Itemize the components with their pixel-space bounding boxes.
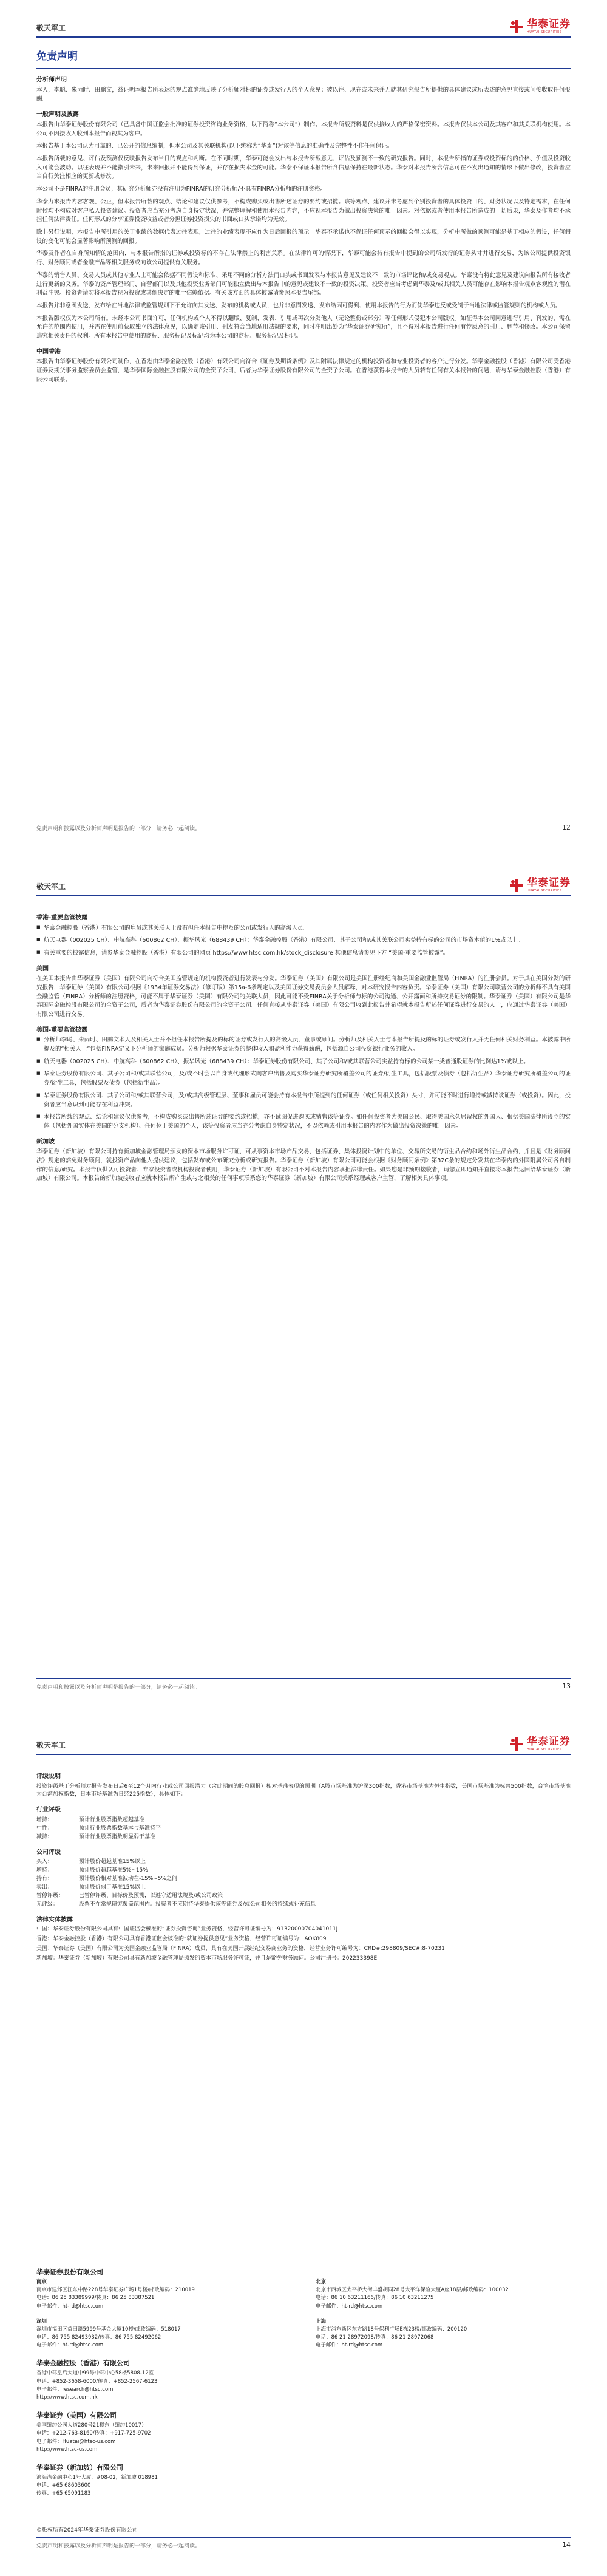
page-number: 13	[562, 1682, 571, 1690]
paragraph: 本报告基于本公司认为可靠的、已公开的信息编制，但本公司及其关联机构(以下统称为“华泰”)对该等信息的准确性及完整性不作任何保证。	[36, 143, 393, 150]
industry-rating-row: 增持： 预计行业股票指数超越基准	[36, 1816, 145, 1823]
office-directory	[36, 2267, 571, 2498]
paragraph: 本报告由华泰证券股份有限公司（已具备中国证监会批准的证券投资咨询业务资格，以下简称“本公司”）制作。本报告所载资料是仅供接收人的严格保密资料。本报告仅供本公司及其客户和其关联机构使用。本公司不因接收人收到本报告而视其为客户。	[36, 121, 571, 137]
page-13	[0, 859, 607, 1717]
analyst-statement: 本人，李聪、朱雨时、田鹏文，兹证明本报告所表达的观点准确地反映了分析师对标的证券或发行人的个人意见；彼以往、现在或未来并无就其研究报告所提供的具体建议或所表述的意见直接或间接收取任何报酬。	[36, 86, 571, 103]
page-number: 12	[562, 823, 571, 831]
list-item: ■ 华泰金融控股（香港）有限公司的雇员或其关联人士没有担任本报告中提及的公司或发行人的高级人员。	[36, 924, 571, 933]
company-name: 华泰证券股份有限公司	[36, 2268, 103, 2276]
paragraph: 本公司不是FINRA的注册会员，其研究分析师亦没有注册为FINRA的研究分析师/不具有FINRA分析师的注册资格。	[36, 186, 326, 193]
company-rating-row: 增持： 预计股价超越基准5%~15%	[36, 1867, 148, 1874]
page-header	[36, 872, 571, 896]
header-section-label: 敬天军工	[36, 1741, 66, 1750]
office-nanjing: 南京 南京市建邺区江东中路228号华泰证券广场1号楼/邮政编码：210019 电话：86 25 83389999/传真：86 25 83387521 电子邮件：ht-rd@htsc.com	[36, 2279, 195, 2309]
copyright: ©版权所有2024年华泰证券股份有限公司	[36, 2527, 138, 2533]
hk-paragraph: 本报告由华泰证券股份有限公司制作，在香港由华泰金融控股（香港）有限公司向符合《证券及期货条例》及其附属法律规定的机构投资者和专业投资者的客户进行分发。华泰金融控股（香港）有限公司受香港证券及期货事务监察委员会监管，是华泰国际金融控股有限公司的全资子公司，后者为华泰证券股份有限公司的全资子公司。在香港获得本报告的人员若有任何有关本报告的问题，请与华泰金融控股（香港）有限公司联系。	[36, 358, 571, 383]
rating-heading: 评级说明	[36, 1773, 61, 1780]
page-footer	[36, 1678, 571, 1691]
huatai-logo	[510, 1737, 571, 1751]
logo-en-text: HUATAI SECURITIES	[527, 889, 562, 893]
logo-en-text: HUATAI SECURITIES	[527, 1748, 562, 1751]
page-footer	[36, 2537, 571, 2549]
list-item: ■ 华泰证券股份有限公司、其子公司和/或其联营公司，及/或不时会以自身或代理形式向客户出售及购买华泰证券研究所覆盖公司的证券/衍生工具，包括股票及债券（包括衍生品）华泰证券研究所覆盖公司的证券/衍生工具，包括股票及债券（包括衍生品）。	[36, 1070, 571, 1088]
footer-disclaimer: 免责声明和披露以及分析师声明是报告的一部分，请务必一起阅读。	[36, 2543, 201, 2549]
sg-paragraph: 华泰证券（新加坡）有限公司持有新加坡金融管理局颁发的资本市场服务许可证，可从事资本市场产品交易，包括证券、集体投资计划中的单位、交易所交易的衍生品合约和场外衍生品合约，并且是《财务顾问法》规定的豁免财务顾问，就投资产品向他人提供建议，包括发布或公布研究分析或研究报告。华泰证券（新加坡）有限公司可能会根据《财务顾问条例》第32C条的规定分发其在华泰内的外国附属公司各自制作的信息/研究。本报告仅供认可投资者、专家投资者或机构投资者使用，华泰证券（新加坡）有限公司不对本报告内容承担法律责任。如果您是非预期接收者，请您立即通知并直接将本报告返回给华泰证券（新加坡）有限公司。本报告的新加坡接收者应就本报告所产生或与之相关的任何事项联系您的华泰证券（新加坡）有限公司关系经理或客户主管，了解相关具体事项。	[36, 1148, 571, 1182]
license-line: 中国：华泰证券股份有限公司具有中国证监会核准的“证券投资咨询”业务资格，经营许可证编号为：91320000704041011J	[36, 1926, 338, 1933]
list-item: ■ 分析师李聪、朱雨时、田鹏文本人及相关人士并不担任本报告所提及的标的证券或发行人的高级人员、董事或顾问。分析师及相关人士与本报告所提及的标的证券或发行人并无任何相关财务利益。本披露中所提及的“相关人士”包括FINRA定义下分析师的家庭成员。分析师根据华泰证券的整体收入和盈利能力获得薪酬，包括源自公司投资银行业务的收入。	[36, 1036, 571, 1054]
industry-rating-row: 减持： 预计行业股票指数明显弱于基准	[36, 1833, 156, 1840]
paragraph: 本报告版权仅为本公司所有。未经本公司书面许可，任何机构或个人不得以翻版、复制、发表、引用或再次分发他人（无论整份或部分）等任何形式侵犯本公司版权。如征得本公司同意进行引用、刊发的，需在允许的范围内使用，并需在使用前获取独立的法律意见，以确定该引用、刊发符合当地适用法规的要求，同时注明出处为“华泰证券研究所”，且不得对本报告进行任何有悖原意的引用、删节和修改。本公司保留追究相关责任的权利。所有本报告中使用的商标、服务标记及标记均为本公司的商标、服务标记及标记。	[36, 315, 571, 340]
list-item: ■ 本报告所载的观点、结论和建议仅供参考，不构成购买或出售所述证券的要约或招揽，亦不试图促进购买或销售该等证券。如任何投资者为美国公民、取得美国永久居留权的外国人、根据美国法律所设立的实体（包括外国实体在美国的分支机构）、任何位于美国的个人，该等投资者应当充分考虑自身特定状况，不以依赖或引用本报告的内容作为做出投资决策的唯一因素。	[36, 1113, 571, 1131]
sg-heading: 新加坡	[36, 1138, 55, 1145]
page-content	[36, 1766, 571, 1964]
office-shenzhen: 深圳 深圳市福田区益田路5999号基金大厦10楼/邮政编码：518017 电话：86 755 82493932/传真：86 755 82492062 电子邮件：ht-rd@htsc.com	[36, 2318, 181, 2349]
footer-disclaimer: 免责声明和披露以及分析师声明是报告的一部分，请务必一起阅读。	[36, 1685, 201, 1691]
us-heading: 美国	[36, 965, 49, 972]
paragraph: 本报告并非意图发送、发布给在当地法律或监管规则下不允许向其发送、发布的机构或人员，也并非意图发送、发布给因可得到、使用本报告的行为而使华泰违反或受制于当地法律或监管规则的机构或人员。	[36, 302, 561, 309]
list-item: ■ 航天电器（002025 CH）、中航高科（600862 CH）、振华风光（688439 CH）：华泰证券股份有限公司、其子公司和/或其联营公司实益持有标的公司某一类普通股证券的比例达1%或以上。	[36, 1058, 571, 1067]
office-usa: 华泰证券（美国）有限公司 美国纽约公园大道280号21楼东（纽约10017） 电话：+212-763-8160/传真：+917-725-9702 电子邮件：Huatai@htsc-us.com http://www.htsc-us.com	[36, 2411, 151, 2453]
page-title: 免责声明	[36, 49, 571, 69]
office-shanghai: 上海 上海市浦东新区东方路18号保利广场E栋23楼/邮政编码：200120 电话：86 21 28972098/传真：86 21 28972068 电子邮件：ht-rd@htsc.com	[316, 2318, 467, 2349]
page-content	[36, 907, 571, 1187]
header-section-label: 敬天军工	[36, 882, 66, 891]
huatai-logo-icon	[510, 1737, 523, 1751]
industry-rating-row: 中性： 预计行业股票指数基本与基准持平	[36, 1825, 161, 1831]
logo-en-text: HUATAI SECURITIES	[527, 30, 562, 34]
page-14	[0, 1717, 607, 2576]
us-paragraph: 在美国本报告由华泰证券（美国）有限公司向符合美国监管规定的机构投资者进行发表与分发。华泰证券（美国）有限公司是美国注册经纪商和美国金融业监管局（FINRA）的注册会员。对于其在美国分发的研究报告，华泰证券（美国）有限公司根据《1934年证券交易法》（修订版）第15a-6条规定以及美国证券交易委员会人员解释，对本研究报告内容负责。华泰证券（美国）有限公司联营公司的分析师不具有美国金融监管（FINRA）分析师的注册资格，可能不属于华泰证券（美国）有限公司的关联人员，因此可能不受FINRA关于分析师与标的公司沟通、公开露面和所持交易证券的限制。华泰证券（美国）有限公司是华泰国际金融控股有限公司的全资子公司，后者为华泰证券股份有限公司的全资子公司。任何直接从华泰证券（美国）有限公司收到此报告并希望就本报告所述任何证券进行交易的人士，应通过华泰证券（美国）有限公司进行交易。	[36, 975, 571, 1018]
legal-entity-heading: 法律实体披露	[36, 1916, 73, 1923]
logo-cn-text: 华泰证券	[527, 877, 571, 889]
paragraph: 华泰力求报告内容客观、公正，但本报告所载的观点、结论和建议仅供参考，不构成购买或出售所述证券的要约或招揽。该等观点、建议并未考虑到个别投资者的具体投资目的、财务状况以及特定需求，在任何时候均不构成对客户私人投资建议。投资者应当充分考虑自身特定状况，并完整理解和使用本报告内容，不应视本报告为做出投资决策的唯一因素。对依据或者使用本报告所造成的一切后果，华泰及作者均不承担任何法律责任。任何形式的分享证券投资收益或者分担证券投资损失的书面或口头承诺均为无效。	[36, 198, 571, 223]
page-content	[36, 49, 571, 389]
paragraph: 除非另行说明，本报告中所引用的关于业绩的数据代表过往表现，过往的业绩表现不应作为日后回报的预示。华泰不承诺也不保证任何预示的回报会得以实现，分析中所做的预测可能是基于相应的假设，任何假设的变化可能会显著影响所预测的回报。	[36, 228, 571, 245]
company-rating-row: 买入： 预计股价超越基准15%以上	[36, 1859, 146, 1866]
page-12	[0, 0, 607, 859]
company-rating-row: 卖出： 预计股价弱于基准15%以上	[36, 1884, 146, 1890]
logo-cn-text: 华泰证券	[527, 1736, 571, 1748]
general-heading: 一般声明及披露	[36, 111, 79, 118]
huatai-logo-icon	[510, 20, 523, 33]
license-line: 美国：华泰证券（美国）有限公司为美国金融业监管局（FINRA）成员，具有在美国开展经纪交易商业务的资格，经营业务许可编号为：CRD#:298809/SEC#:8-70231	[36, 1946, 445, 1952]
company-rating-row: 持有： 预计股价相对基准波动在-15%~5%之间	[36, 1876, 178, 1883]
company-rating-heading: 公司评级	[36, 1849, 61, 1856]
logo-cn-text: 华泰证券	[527, 18, 571, 30]
company-rating-row: 无评级： 股票不在常规研究覆盖范围内。投资者不应期待华泰提供该等证券及/或公司相关的持续或补充信息	[36, 1901, 316, 1907]
paragraph: 华泰的销售人员、交易人员或其他专业人士可能会依据不同假设和标准、采用不同的分析方法而口头或书面发表与本报告意见及建议不一致的市场评论和/或交易观点。华泰没有将此意见及建议向报告所有接收者进行更新的义务。华泰的资产管理部门、自营部门以及其他投资业务部门可能独立做出与本报告中的意见或建议不一致的投资决策。投资者应当考虑到华泰及/或其相关人员可能存在影响本报告观点客观性的潜在利益冲突。投资者请勿将本报告视为投资或其他决定的唯一信赖依据。有关该方面的具体披露请参照本报告尾部。	[36, 271, 571, 297]
page-header	[36, 13, 571, 38]
page-header	[36, 1731, 571, 1755]
huatai-logo	[510, 878, 571, 893]
hk-reg-heading: 香港-重要监管披露	[36, 915, 88, 921]
list-item: ■ 有关重要的披露信息，请参华泰金融控股（香港）有限公司的网页 https://www.htsc.com.hk/stock_disclosure 其他信息请参见下方 “美国-重要监管披露”。	[36, 949, 571, 958]
company-rating-row: 暂停评级： 已暂停评级、目标价及预测，以遵守适用法规及/或公司政策	[36, 1892, 223, 1899]
hk-heading: 中国香港	[36, 348, 61, 355]
huatai-logo	[510, 19, 571, 34]
list-item: ■ 航天电器（002025 CH）、中航高科（600862 CH）、振华风光（688439 CH）：华泰金融控股（香港）有限公司、其子公司和/或其关联公司实益持有标的公司的市场资本值的1%或以上。	[36, 936, 571, 946]
us-reg-heading: 美国-重要监管披露	[36, 1026, 88, 1034]
license-line: 新加坡：华泰证券（新加坡）有限公司具有新加坡金融管理局颁发的资本市场服务许可证，并且是豁免财务顾问。公司注册号：202233398E	[36, 1955, 378, 1962]
office-beijing: 北京 北京市西城区太平桥大街丰盛胡同28号太平洋保险大厦A座18层/邮政编码：100032 电话：86 10 63211166/传真：86 10 63211275 电子邮件：ht-rd@htsc.com	[316, 2279, 509, 2309]
analyst-heading: 分析师声明	[36, 77, 67, 84]
footer-disclaimer: 免责声明和披露以及分析师声明是报告的一部分，请务必一起阅读。	[36, 826, 201, 832]
header-section-label: 敬天军工	[36, 24, 66, 32]
paragraph: 华泰及作者在自身所知情的范围内，与本报告所指的证券或投资标的不存在法律禁止的利害关系。在法律许可的情况下，华泰可能会持有报告中提到的公司所发行的证券头寸并进行交易，为该公司提供投资银行、财务顾问或者金融产品等相关服务或向该公司提供有关服务。	[36, 250, 571, 267]
paragraph: 本报告所载的意见、评估及预测仅反映报告发布当日的观点和判断。在不同时期，华泰可能会发出与本报告所载意见、评估及预测不一致的研究报告。同时，本报告所指的证券或投资标的的价格、价值及投资收入可能会波动。以往表现并不能指引未来，未来回报并不能得到保证，并存在损失本金的可能。华泰不保证本报告所含信息保持在最新状态。华泰对本报告所含信息可在不发出通知的情形下做出修改，投资者应当自行关注相应的更新或修改。	[36, 155, 571, 180]
rating-paragraph: 投资评级基于分析师对报告发布日后6至12个月内行业或公司回报潜力（含此期间的股息回报）相对基准表现的预期（A股市场基准为沪深300指数，香港市场基准为恒生指数，美国市场基准为标普500指数，台湾市场基准为台湾加权指数，日本市场基准为日经225指数），具体如下：	[36, 1783, 571, 1798]
list-item: ■ 华泰证券股份有限公司、其子公司和/或其联营公司，及/或其高级管理层、董事和雇员可能会持有本报告中所提到的任何证券（或任何相关投资）头寸，并可能不时进行增持或减持该证券（或投资）。因此，投资者应当意识到可能存在利益冲突。	[36, 1092, 571, 1109]
page-number: 14	[562, 2541, 571, 2549]
page-footer	[36, 820, 571, 832]
license-line: 香港：华泰金融控股（香港）有限公司具有香港证监会核准的“就证券提供意见”业务资格，经营许可证编号为：AOK809	[36, 1936, 327, 1943]
office-hongkong: 华泰金融控股（香港）有限公司 香港中环皇后大道中99号中环中心58楼5808-12室 电话：+852-3658-6000/传真：+852-2567-6123 电子邮件：research@htsc.com http://www.htsc.com.hk	[36, 2359, 158, 2401]
industry-rating-heading: 行业评级	[36, 1807, 61, 1814]
office-singapore: 华泰证券（新加坡）有限公司 滨海湾金融中心1号大厦，#08-02，新加坡 018981 电话：+65 68603600 传真：+65 65091183	[36, 2463, 158, 2497]
huatai-logo-icon	[510, 879, 523, 892]
